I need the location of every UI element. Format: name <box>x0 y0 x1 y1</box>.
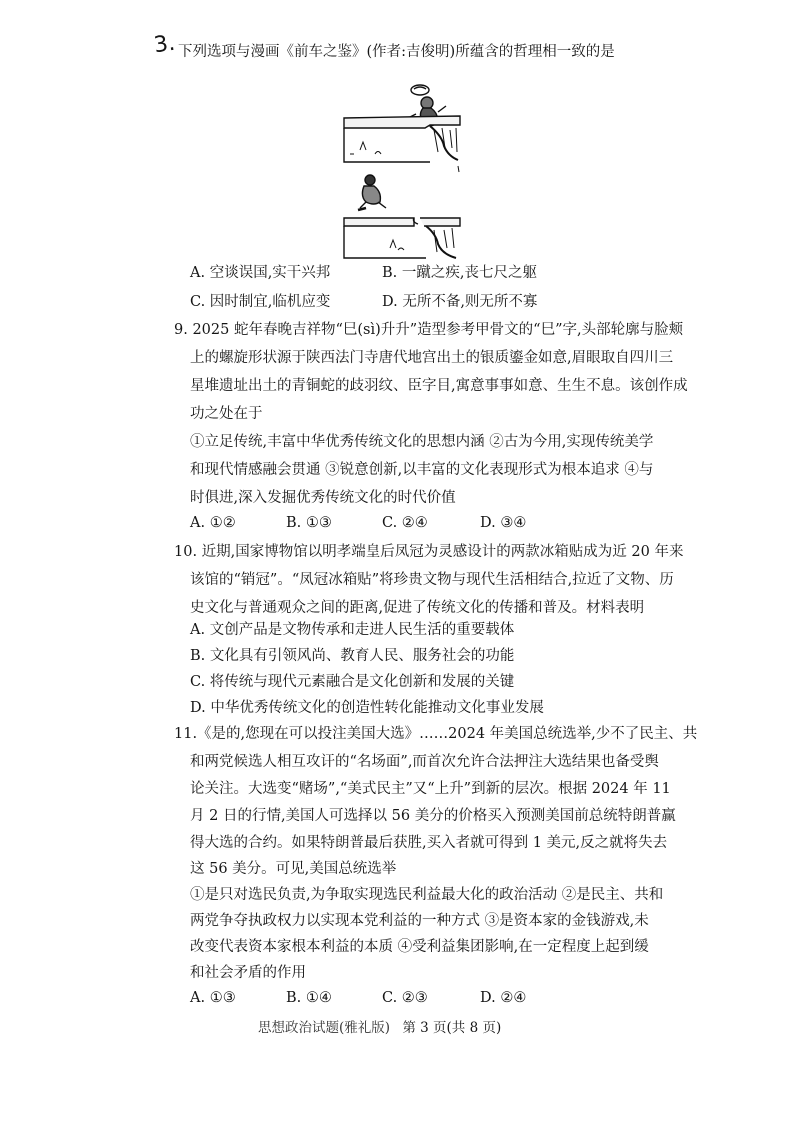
q9-option: C. ②④ <box>382 515 428 531</box>
q11-statement-line: 和社会矛盾的作用 <box>190 965 306 981</box>
q11-option: A. ①③ <box>190 990 236 1006</box>
q8-option-a: A. 空谈误国,实干兴邦 <box>190 265 331 281</box>
q8-option-b: B. 一蹴之疾,丧七尺之躯 <box>382 265 537 281</box>
q9-option: A. ①② <box>190 515 236 531</box>
page-footer <box>258 1016 501 1036</box>
q9-statement-line: ①立足传统,丰富中华优秀传统文化的思想内涵 ②古为今用,实现传统美学 <box>190 434 654 450</box>
q9-line: 星堆遗址出土的青铜蛇的歧羽纹、臣字目,寓意事事如意、生生不息。该创作成 <box>190 378 688 394</box>
q10-option: A. 文创产品是文物传承和走进人民生活的重要载体 <box>190 622 515 638</box>
q11-option: B. ①④ <box>286 990 332 1006</box>
q11-statement-line: 改变代表资本家根本利益的本质 ④受利益集团影响,在一定程度上起到缓 <box>190 939 649 955</box>
q9-line: 上的螺旋形状源于陕西法门寺唐代地宫出土的银质鎏金如意,眉眼取自四川三 <box>190 350 674 366</box>
q11-line: 这 56 美分。可见,美国总统选举 <box>190 861 397 877</box>
q9-option: B. ①③ <box>286 515 332 531</box>
q10-option: C. 将传统与现代元素融合是文化创新和发展的关键 <box>190 674 515 690</box>
q10-option: B. 文化具有引领风尚、教育人民、服务社会的功能 <box>190 648 515 664</box>
q11-line: 和两党候选人相互攻讦的“名场面”,而首次允许合法押注大选结果也备受舆 <box>190 754 659 770</box>
comic-lower-panel <box>344 175 460 258</box>
q8-option-d: D. 无所不备,则无所不寡 <box>382 294 538 310</box>
q11-option: D. ②④ <box>480 990 527 1006</box>
q10-line: 史文化与普通观众之间的距离,促进了传统文化的传播和普及。材料表明 <box>190 600 645 616</box>
comic-illustration <box>330 70 462 265</box>
q9-statement-line: 时俱进,深入发掘优秀传统文化的时代价值 <box>190 490 456 506</box>
q11-line: 11.《是的,您现在可以投注美国大选》……2024 年美国总统选举,少不了民主、共 <box>174 726 698 742</box>
q11-statement-line: 两党争夺执政权力以实现本党利益的一种方式 ③是资本家的金钱游戏,未 <box>190 913 649 929</box>
q9-statement-line: 和现代情感融会贯通 ③锐意创新,以丰富的文化表现形式为根本追求 ④与 <box>190 462 654 478</box>
q9-line: 9. 2025 蛇年春晚吉祥物“巳(sì)升升”造型参考甲骨文的“巳”字,头部轮廓与脸颊 <box>174 322 684 338</box>
q10-line: 10. 近期,国家博物馆以明孝端皇后凤冠为灵感设计的两款冰箱贴成为近 20 年来 <box>174 544 684 560</box>
q11-line: 论关注。大选变“赌场”,“美式民主”又“上升”到新的层次。根据 2024 年 11 <box>190 781 671 797</box>
q8-option-c: C. 因时制宜,临机应变 <box>190 294 331 310</box>
question-number-handwritten: 3. <box>152 30 177 59</box>
q11-line: 月 2 日的行情,美国人可选择以 56 美分的价格买入预测美国前总统特朗普赢 <box>190 808 676 824</box>
q11-line: 得大选的合约。如果特朗普最后获胜,买入者就可得到 1 美元,反之就将失去 <box>190 835 668 851</box>
q10-line: 该馆的“销冠”。“凤冠冰箱贴”将珍贵文物与现代生活相结合,拉近了文物、历 <box>190 572 674 588</box>
comic-upper-panel <box>344 85 460 172</box>
q11-statement-line: ①是只对选民负责,为争取实现选民利益最大化的政治活动 ②是民主、共和 <box>190 887 664 903</box>
q11-option: C. ②③ <box>382 990 428 1006</box>
q10-option: D. 中华优秀传统文化的创造性转化能推动文化事业发展 <box>190 700 544 716</box>
question-8-stem: 下列选项与漫画《前车之鉴》(作者:吉俊明)所蕴含的哲理相一致的是 <box>178 44 615 60</box>
q9-option: D. ③④ <box>480 515 527 531</box>
footer-subject: 思想政治试题(雅礼版) <box>258 1020 391 1036</box>
footer-page-number: 第 3 页(共 8 页) <box>402 1020 502 1036</box>
q9-line: 功之处在于 <box>190 406 263 422</box>
